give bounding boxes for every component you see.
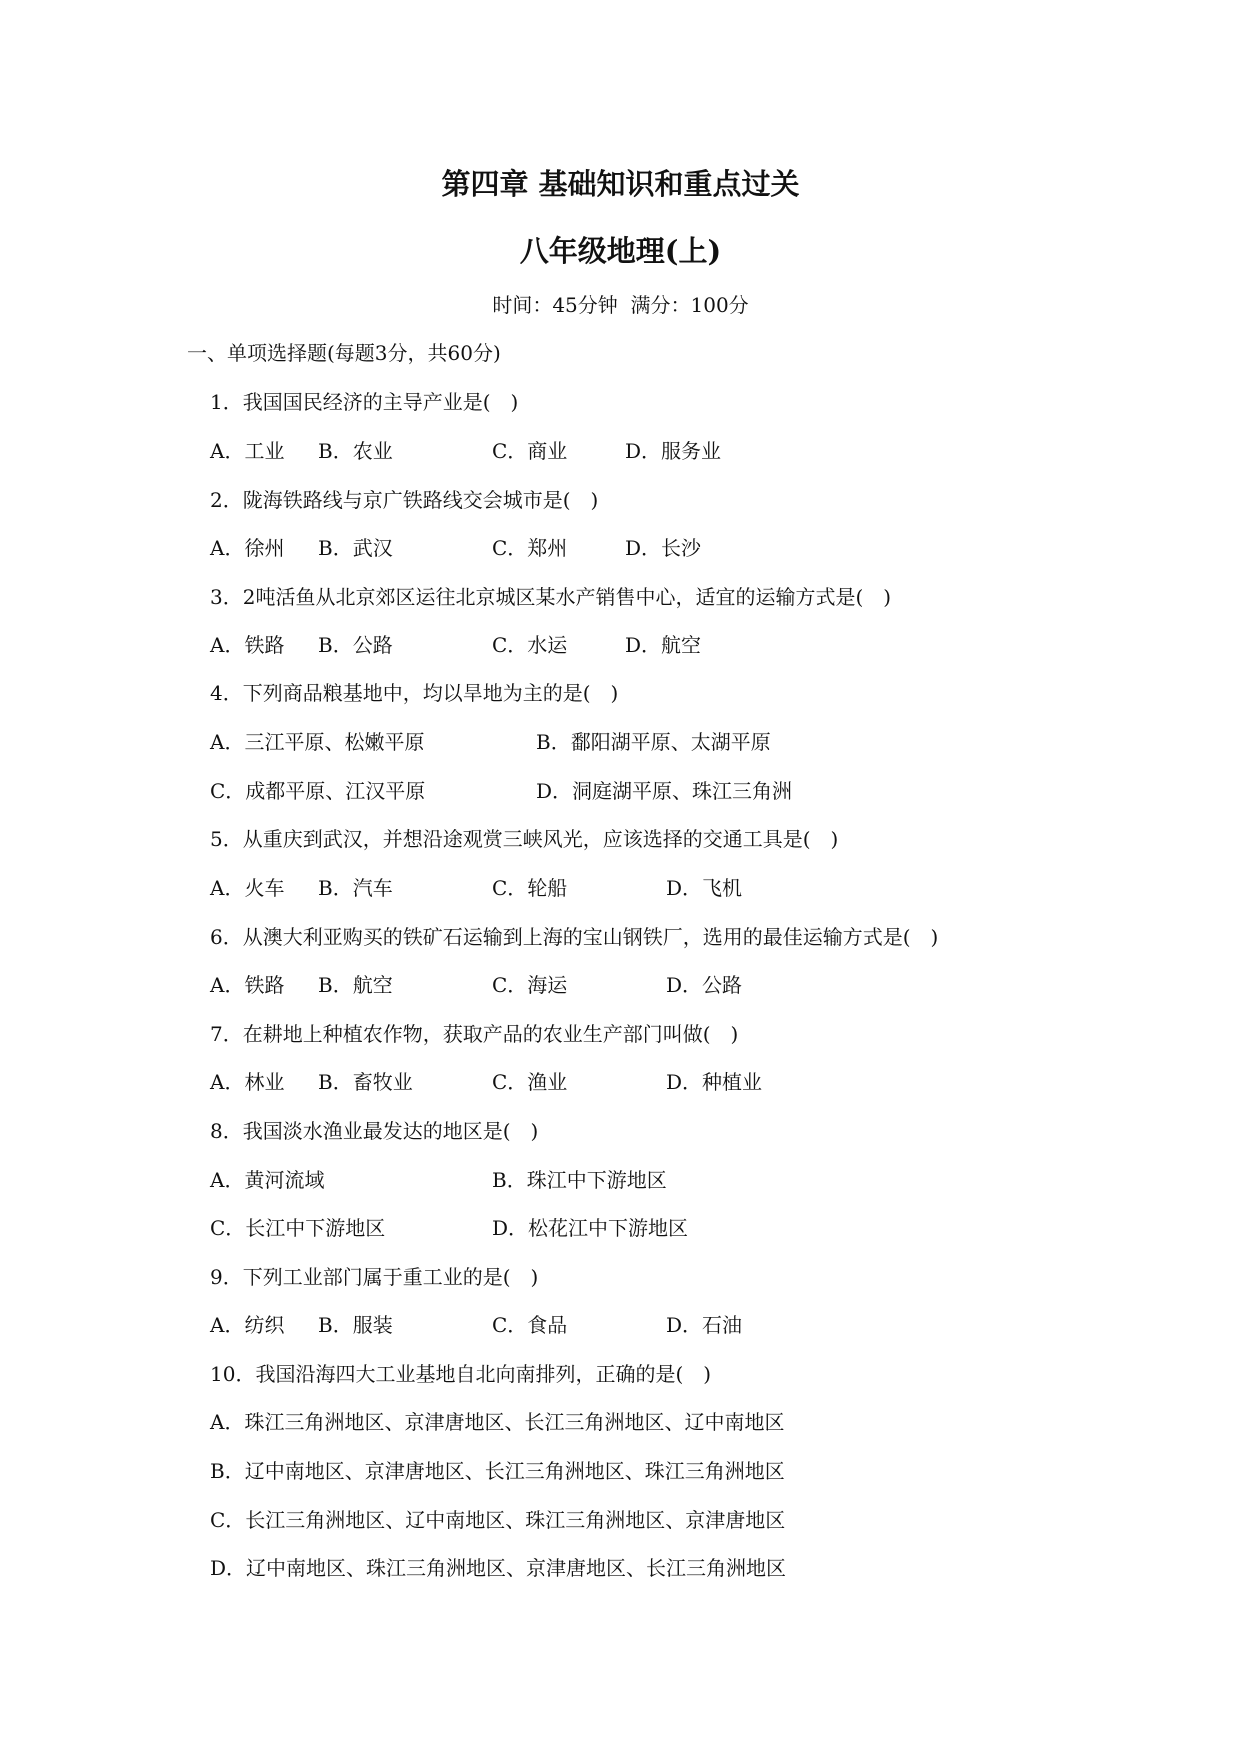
option-a: A．铁路 <box>210 973 285 997</box>
option-c: C．商业 <box>492 439 568 463</box>
question-stem: 1．我国国民经济的主导产业是( ) <box>210 390 519 414</box>
option-d: D．种植业 <box>666 1070 763 1094</box>
option-b: B．服装 <box>318 1313 393 1337</box>
option-a: A．黄河流域 <box>210 1168 325 1192</box>
option-c: C．食品 <box>492 1313 568 1337</box>
option-b: B．珠江中下游地区 <box>492 1168 667 1192</box>
option-a: A．林业 <box>210 1070 285 1094</box>
option-d: D．服务业 <box>625 439 722 463</box>
option-d: D．石油 <box>666 1313 743 1337</box>
option-b: B．畜牧业 <box>318 1070 413 1094</box>
option-c: C．郑州 <box>492 536 568 560</box>
option-a: A．三江平原、松嫩平原 <box>210 730 425 754</box>
option-a: A．火车 <box>210 876 285 900</box>
option-c: C．轮船 <box>492 876 568 900</box>
question-stem: 4．下列商品粮基地中，均以旱地为主的是( ) <box>210 681 619 705</box>
option-b: B．汽车 <box>318 876 393 900</box>
option-a: A．工业 <box>210 439 285 463</box>
option-c: C．成都平原、江汉平原 <box>210 779 426 803</box>
question-stem: 10．我国沿海四大工业基地自北向南排列，正确的是( ) <box>210 1362 712 1386</box>
option-a: A．珠江三角洲地区、京津唐地区、长江三角洲地区、辽中南地区 <box>210 1410 785 1434</box>
page-title: 第四章 基础知识和重点过关 <box>441 167 800 201</box>
option-c: C．长江三角洲地区、辽中南地区、珠江三角洲地区、京津唐地区 <box>210 1508 786 1532</box>
question-stem: 9．下列工业部门属于重工业的是( ) <box>210 1265 539 1289</box>
question-stem: 2．陇海铁路线与京广铁路线交会城市是( ) <box>210 488 599 512</box>
question-stem: 5．从重庆到武汉，并想沿途观赏三峡风光，应该选择的交通工具是( ) <box>210 827 839 851</box>
option-c: C．长江中下游地区 <box>210 1216 386 1240</box>
option-b: B．公路 <box>318 633 393 657</box>
option-d: D．公路 <box>666 973 743 997</box>
option-b: B．航空 <box>318 973 393 997</box>
option-d: D．长沙 <box>625 536 702 560</box>
section-heading: 一、单项选择题(每题3分，共60分) <box>187 341 501 365</box>
page-subtitle: 八年级地理(上) <box>519 234 722 268</box>
question-stem: 3．2吨活鱼从北京郊区运往北京城区某水产销售中心，适宜的运输方式是( ) <box>210 585 892 609</box>
option-c: C．渔业 <box>492 1070 568 1094</box>
question-stem: 6．从澳大利亚购买的铁矿石运输到上海的宝山钢铁厂，选用的最佳运输方式是( ) <box>210 925 939 949</box>
question-stem: 8．我国淡水渔业最发达的地区是( ) <box>210 1119 539 1143</box>
option-d: D．飞机 <box>666 876 743 900</box>
option-d: D．辽中南地区、珠江三角洲地区、京津唐地区、长江三角洲地区 <box>210 1556 787 1580</box>
option-c: C．海运 <box>492 973 568 997</box>
question-stem: 7．在耕地上种植农作物，获取产品的农业生产部门叫做( ) <box>210 1022 739 1046</box>
option-b: B．武汉 <box>318 536 393 560</box>
option-b: B．鄱阳湖平原、太湖平原 <box>536 730 771 754</box>
option-b: B．农业 <box>318 439 393 463</box>
option-d: D．航空 <box>625 633 702 657</box>
option-a: A．铁路 <box>210 633 285 657</box>
option-c: C．水运 <box>492 633 568 657</box>
option-d: D．洞庭湖平原、珠江三角洲 <box>536 779 793 803</box>
option-a: A．徐州 <box>210 536 285 560</box>
option-b: B．辽中南地区、京津唐地区、长江三角洲地区、珠江三角洲地区 <box>210 1459 785 1483</box>
exam-info: 时间：45分钟 满分：100分 <box>492 293 749 317</box>
option-a: A．纺织 <box>210 1313 285 1337</box>
option-d: D．松花江中下游地区 <box>492 1216 689 1240</box>
